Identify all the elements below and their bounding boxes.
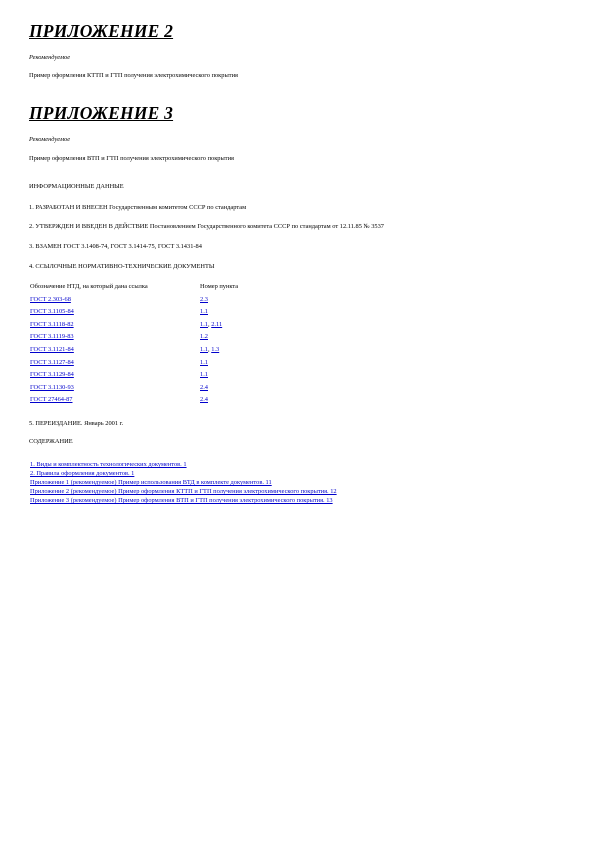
info-heading: ИНФОРМАЦИОННЫЕ ДАННЫЕ (29, 183, 124, 190)
ref-clause-link[interactable]: 2.4 (200, 383, 208, 391)
table-row (30, 333, 238, 346)
appendix-2-title: ПРИЛОЖЕНИЕ 2 (29, 21, 174, 41)
ref-doc-link[interactable]: ГОСТ 3.1130-93 (30, 383, 74, 391)
appendix-2-status: Рекомендуемое (29, 54, 71, 61)
ref-clause-link[interactable]: 2.11 (211, 320, 223, 328)
info-item-2: 2. УТВЕРЖДЕН И ВВЕДЕН В ДЕЙСТВИЕ Постановлением Государственного комитета СССР по стандартам от 12.11.85 № 3537 (29, 223, 384, 230)
ref-doc-link[interactable]: ГОСТ 3.1121-84 (30, 345, 74, 353)
info-item-1: 1. РАЗРАБОТАН И ВНЕСЕН Государственным комитетом СССР по стандартам (29, 204, 247, 211)
table-row (30, 371, 238, 384)
appendix-3-caption: Пример оформления ВТП и ГТП получения электрохимического покрытия (29, 155, 234, 162)
ref-clause-link[interactable]: 1.1 (200, 308, 208, 316)
table-row (30, 321, 238, 334)
ref-doc-link[interactable]: ГОСТ 2.303-68 (30, 295, 71, 303)
appendix-3-title: ПРИЛОЖЕНИЕ 3 (29, 103, 174, 123)
table-row (30, 396, 238, 409)
table-row (30, 359, 238, 372)
ref-clause-link[interactable]: 1.1 (200, 358, 208, 366)
ref-clause-link[interactable]: 2.4 (200, 396, 208, 404)
ref-doc-link[interactable]: ГОСТ 3.1127-84 (30, 358, 74, 366)
table-row (30, 296, 238, 309)
toc-link-section-1[interactable]: 1. Виды и комплектность технологических документов. 1 (30, 461, 187, 468)
table-header-row (30, 283, 238, 296)
table-row (30, 346, 238, 359)
table-row (30, 384, 238, 397)
appendix-2-caption: Пример оформления КТТП и ГТП получения электрохимического покрытия (29, 72, 238, 79)
ref-doc-link[interactable]: ГОСТ 3.1118-82 (30, 320, 74, 328)
table-row (30, 308, 238, 321)
ref-doc-link[interactable]: ГОСТ 27464-87 (30, 396, 73, 404)
ref-doc-link[interactable]: ГОСТ 3.1105-84 (30, 308, 74, 316)
ref-doc-link[interactable]: ГОСТ 3.1119-83 (30, 333, 74, 341)
info-item-4: 4. ССЫЛОЧНЫЕ НОРМАТИВНО-ТЕХНИЧЕСКИЕ ДОКУМЕНТЫ (29, 263, 215, 270)
references-table (30, 283, 238, 409)
ref-clause-link[interactable]: 1.1 (200, 371, 208, 379)
table-header-clause: Номер пункта (200, 283, 239, 290)
ref-clause-link[interactable]: 1.1 (200, 345, 208, 353)
ref-clause-separator: , (208, 320, 212, 328)
appendix-3-status: Рекомендуемое (29, 136, 71, 143)
toc-heading: СОДЕРЖАНИЕ (29, 438, 73, 445)
info-item-5: 5. ПЕРЕИЗДАНИЕ. Январь 2001 г. (29, 420, 124, 427)
ref-clause-link[interactable]: 1.3 (211, 345, 220, 353)
ref-clause-link[interactable]: 1.2 (200, 333, 208, 341)
table-header-document: Обозначение НТД, на который дана ссылка (30, 283, 148, 290)
ref-clause-link[interactable]: 2.3 (200, 295, 208, 303)
toc-link-appendix-3[interactable]: Приложение 3 (рекомендуемое) Пример оформления ВТП и ГТП получения электрохимического покрытия. 13 (30, 497, 333, 504)
table-of-contents (30, 460, 337, 505)
ref-clause-link[interactable]: 1.1 (200, 320, 208, 328)
ref-doc-link[interactable]: ГОСТ 3.1129-84 (30, 371, 74, 379)
ref-clause-separator: , (208, 345, 212, 353)
toc-link-appendix-2[interactable]: Приложение 2 (рекомендуемое) Пример оформления КТТП и ГТП получения электрохимического покрытия. 12 (30, 488, 337, 495)
toc-link-section-2[interactable]: 2. Правила оформления документов. 1 (30, 470, 135, 477)
info-item-3: 3. ВЗАМЕН ГОСТ 3.1408-74, ГОСТ 3.1414-75, ГОСТ 3.1431-84 (29, 243, 202, 250)
toc-link-appendix-1[interactable]: Приложение 1 (рекомендуемое) Пример использования ВТД в комплекте документов. 11 (30, 479, 272, 486)
